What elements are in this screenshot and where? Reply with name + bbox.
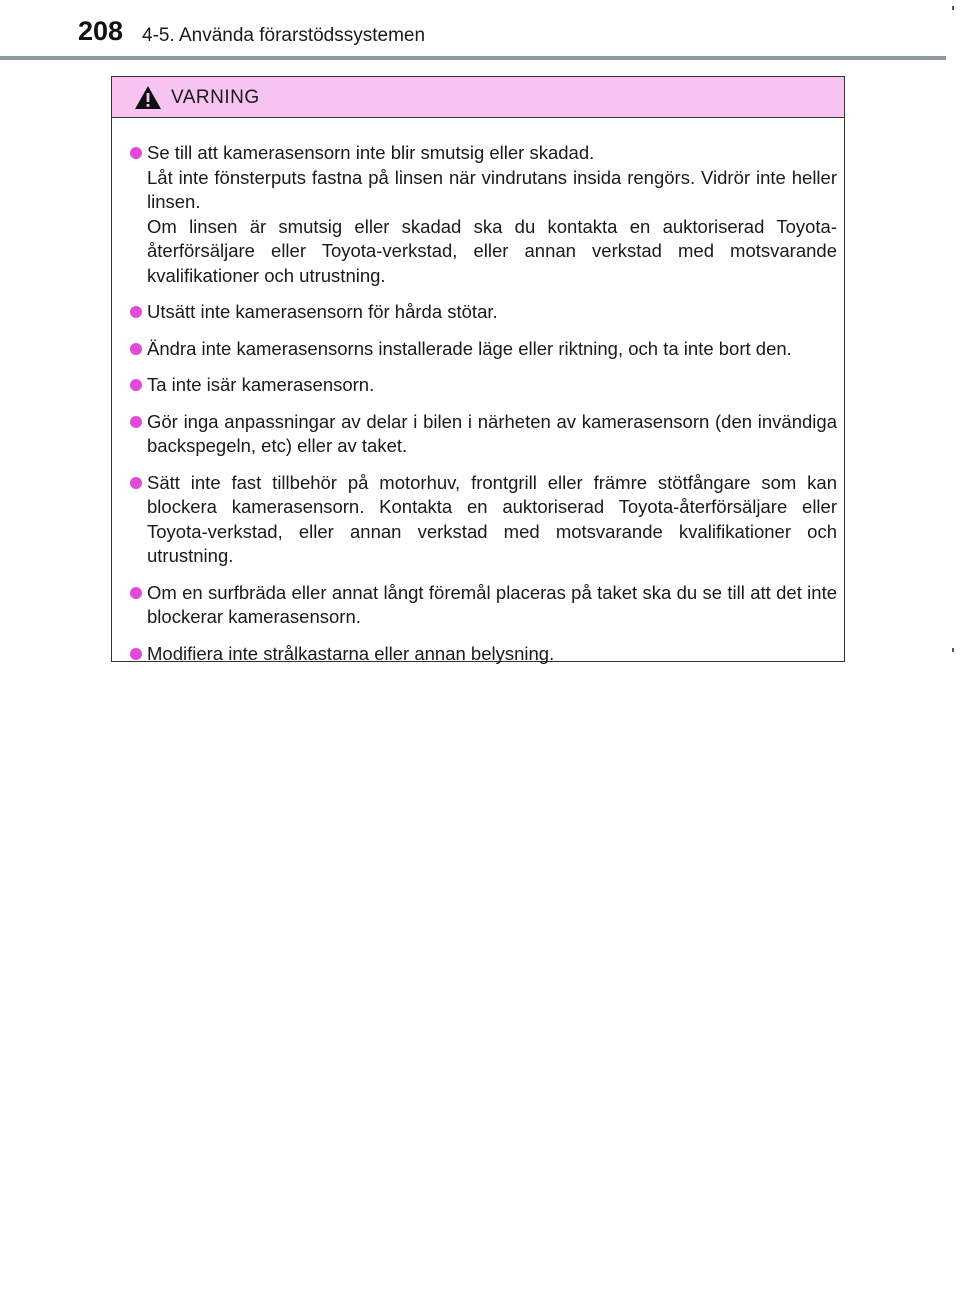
warning-item-text: Se till att kamerasensorn inte blir smutsig eller skadad. bbox=[147, 142, 595, 163]
warning-item bbox=[130, 300, 837, 325]
bullet-icon bbox=[130, 147, 142, 159]
warning-item bbox=[130, 581, 837, 630]
warning-item-text: Ta inte isär kamerasensorn. bbox=[147, 374, 375, 395]
warning-item bbox=[130, 471, 837, 569]
crop-mark bbox=[952, 648, 954, 652]
bullet-icon bbox=[130, 416, 142, 428]
warning-item bbox=[130, 642, 837, 667]
warning-header bbox=[112, 77, 844, 118]
warning-list bbox=[112, 118, 844, 666]
warning-item-text: Modifiera inte strålkastarna eller annan belysning. bbox=[147, 642, 555, 664]
warning-title: VARNING bbox=[171, 87, 260, 108]
bullet-icon bbox=[130, 343, 142, 355]
bullet-icon bbox=[130, 648, 142, 660]
warning-item-text: Sätt inte fast tillbehör på motorhuv, frontgrill eller främre stötfångare som kan blockera kamerasensorn. Kontakta en auktoriserad Toyota-återförsäljare eller Toyota-verkstad, eller annan verkstad med motsvarande kvalifikationer och utrustning. bbox=[147, 471, 837, 566]
bullet-icon bbox=[130, 379, 142, 391]
warning-item-text: Utsätt inte kamerasensorn för hårda stötar. bbox=[147, 301, 498, 322]
bullet-icon bbox=[130, 306, 142, 318]
warning-item bbox=[130, 141, 837, 288]
bullet-icon bbox=[130, 477, 142, 489]
bullet-icon bbox=[130, 587, 142, 599]
warning-item-text: Ändra inte kamerasensorns installerade läge eller riktning, och ta inte bort den. bbox=[147, 337, 792, 359]
header-divider bbox=[0, 56, 946, 60]
warning-item bbox=[130, 410, 837, 459]
warning-item bbox=[130, 337, 837, 362]
warning-item-text: Om en surfbräda eller annat långt föremål placeras på taket ska du se till att det inte blockerar kamerasensorn. bbox=[147, 581, 837, 627]
section-title: 4-5. Använda förarstödssystemen bbox=[142, 25, 426, 46]
warning-item-text: Låt inte fönsterputs fastna på linsen när vindrutans insida rengörs. Vidrör inte heller linsen. bbox=[147, 166, 837, 212]
warning-box bbox=[111, 76, 845, 662]
page-number: 208 bbox=[78, 16, 124, 46]
crop-mark bbox=[952, 6, 954, 10]
warning-item bbox=[130, 373, 837, 398]
warning-item-text: Gör inga anpassningar av delar i bilen i närheten av kamerasensorn (den invändiga backspegeln, etc) eller av taket. bbox=[147, 410, 837, 456]
warning-item-text: Om linsen är smutsig eller skadad ska du kontakta en auktoriserad Toyota-återförsäljare eller Toyota-verkstad, eller annan verkstad med motsvarande kvalifikationer och utrustning. bbox=[147, 215, 837, 286]
warning-triangle-icon bbox=[134, 85, 162, 110]
